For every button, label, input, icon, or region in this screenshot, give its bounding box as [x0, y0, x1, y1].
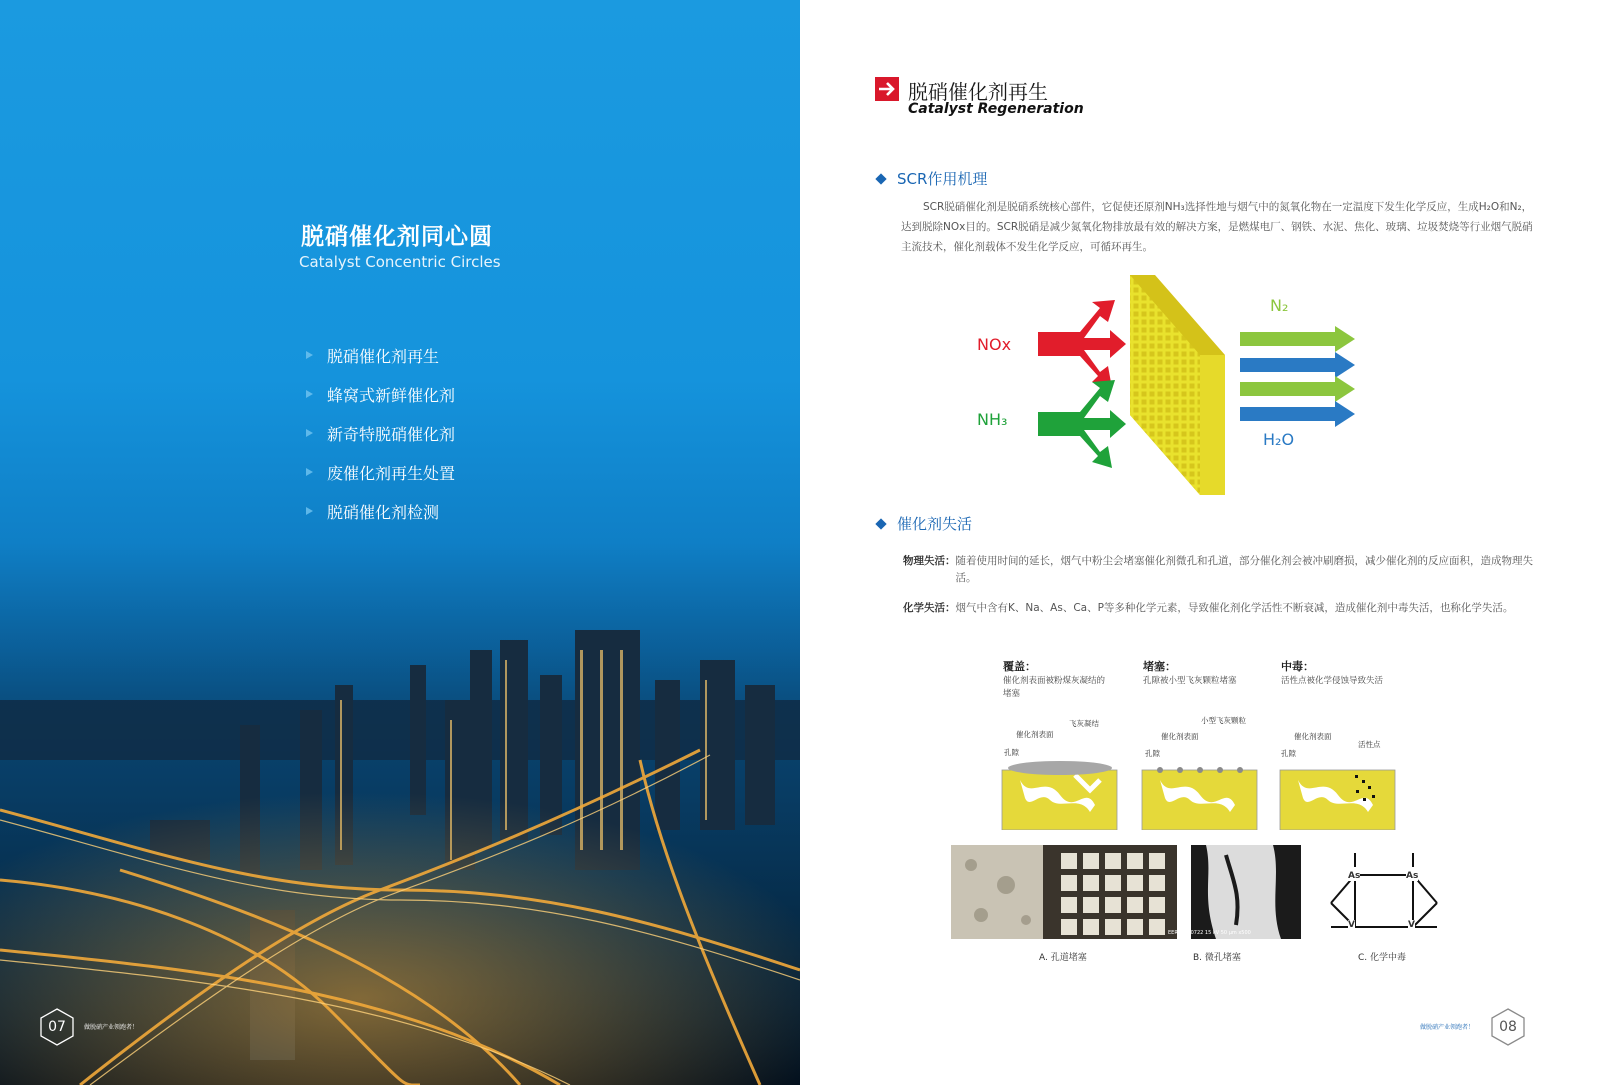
molecule-v-left: V [1348, 920, 1355, 930]
type-covering-title: 覆盖： [1003, 660, 1036, 673]
menu-item-honeycomb[interactable]: 蜂窝式新鲜催化剂 [304, 383, 455, 422]
sem-scale-label: EERC 04 0722 15 kV 50 μm x500 [1168, 930, 1251, 936]
section-heading-scr: SCR作用机理 [877, 168, 987, 189]
label-fly-ash-condensation: 飞灰凝结 [1069, 719, 1099, 728]
label-active-site: 活性点 [1358, 740, 1381, 749]
city-night-photo [0, 590, 800, 1085]
label-pore-1: 孔隙 [1004, 748, 1019, 757]
physical-deactivation: 物理失活： 随着使用时间的延长，烟气中粉尘会堵塞催化剂微孔和孔道，部分催化剂会被冲刷磨损，减少催化剂的反应面积，造成物理失活。 [903, 555, 1533, 584]
caption-channel-blocking: A. 孔道堵塞 [1039, 953, 1087, 963]
caption-micropore-blocking: B. 微孔堵塞 [1193, 953, 1241, 963]
diamond-bullet-icon [875, 173, 886, 184]
type-covering-desc: 催化剂表面被粉煤灰凝结的堵塞 [1003, 676, 1106, 699]
type-blocking-title: 堵塞： [1143, 660, 1176, 673]
page-subtitle: Catalyst Regeneration [908, 101, 1084, 117]
type-poisoning-title: 中毒： [1281, 660, 1314, 673]
red-arrow-icon [875, 77, 899, 101]
left-page-subtitle: Catalyst Concentric Circles [299, 253, 501, 271]
nox-label: NOx [977, 335, 1012, 354]
label-pore-2: 孔隙 [1145, 749, 1160, 758]
triangle-bullet-icon [306, 390, 313, 398]
molecule-as-right: As [1406, 871, 1419, 881]
menu-item-novel[interactable]: 新奇特脱硝催化剂 [304, 422, 455, 461]
triangle-bullet-icon [306, 429, 313, 437]
deactivation-photos [951, 845, 1451, 940]
menu-item-testing[interactable]: 脱硝催化剂检测 [304, 500, 455, 539]
catalog-menu [304, 344, 455, 539]
page-number-right: 08 [1491, 1008, 1525, 1046]
label-catalyst-surface-2: 催化剂表面 [1161, 732, 1199, 741]
scr-diagram-graphic [980, 270, 1380, 505]
right-page [800, 0, 1600, 1085]
chemical-deactivation: 化学失活： 烟气中含有K、Na、As、Ca、P等多种化学元素，导致催化剂化学活性不断衰减，造成催化剂中毒失活，也称化学失活。 [903, 602, 1514, 614]
molecule-v-right: V [1408, 920, 1415, 930]
n2-label: N₂ [1270, 296, 1289, 315]
deactivation-illustrations [1000, 740, 1400, 830]
label-pore-3: 孔隙 [1281, 749, 1296, 758]
left-page-slogan: 做脱硝产业领跑者！ [84, 1024, 139, 1031]
label-small-fly-ash: 小型飞灰颗粒 [1201, 716, 1246, 725]
h2o-label: H₂O [1263, 430, 1295, 449]
label-catalyst-surface-1: 催化剂表面 [1016, 730, 1054, 739]
triangle-bullet-icon [306, 351, 313, 359]
right-page-slogan: 做脱硝产业领跑者！ [1420, 1024, 1475, 1031]
page-number-left: 07 [40, 1008, 74, 1046]
label-catalyst-surface-3: 催化剂表面 [1294, 732, 1332, 741]
triangle-bullet-icon [306, 507, 313, 515]
type-blocking-desc: 孔隙被小型飞灰颗粒堵塞 [1143, 676, 1237, 686]
nh3-label: NH₃ [977, 410, 1008, 429]
diamond-bullet-icon [875, 518, 886, 529]
type-poisoning-desc: 活性点被化学侵蚀导致失活 [1281, 676, 1384, 686]
scr-reaction-diagram [977, 270, 1380, 509]
caption-chemical-poisoning: C. 化学中毒 [1358, 953, 1407, 963]
scr-paragraph: SCR脱硝催化剂是脱硝系统核心部件，它促使还原剂NH₃选择性地与烟气中的氮氧化物在一定温度下发生化学反应，生成H₂O和N₂，达到脱除NOx目的。SCR脱硝是减少氮氧化物排放最有效的解决方案，是燃煤电厂、钢铁、水泥、焦化、玻璃、垃圾焚烧等行业烟气脱硝主流技术，催化剂载体不发生化学反应，可循环再生。 [901, 201, 1533, 253]
section-heading-deactivation: 催化剂失活 [877, 513, 972, 534]
molecule-as-left: As [1348, 871, 1361, 881]
page-title: 脱硝催化剂再生 [908, 80, 1048, 104]
left-page-title: 脱硝催化剂同心圆 [301, 224, 493, 250]
menu-item-regeneration[interactable]: 脱硝催化剂再生 [304, 344, 455, 383]
triangle-bullet-icon [306, 468, 313, 476]
menu-item-waste[interactable]: 废催化剂再生处置 [304, 461, 455, 500]
